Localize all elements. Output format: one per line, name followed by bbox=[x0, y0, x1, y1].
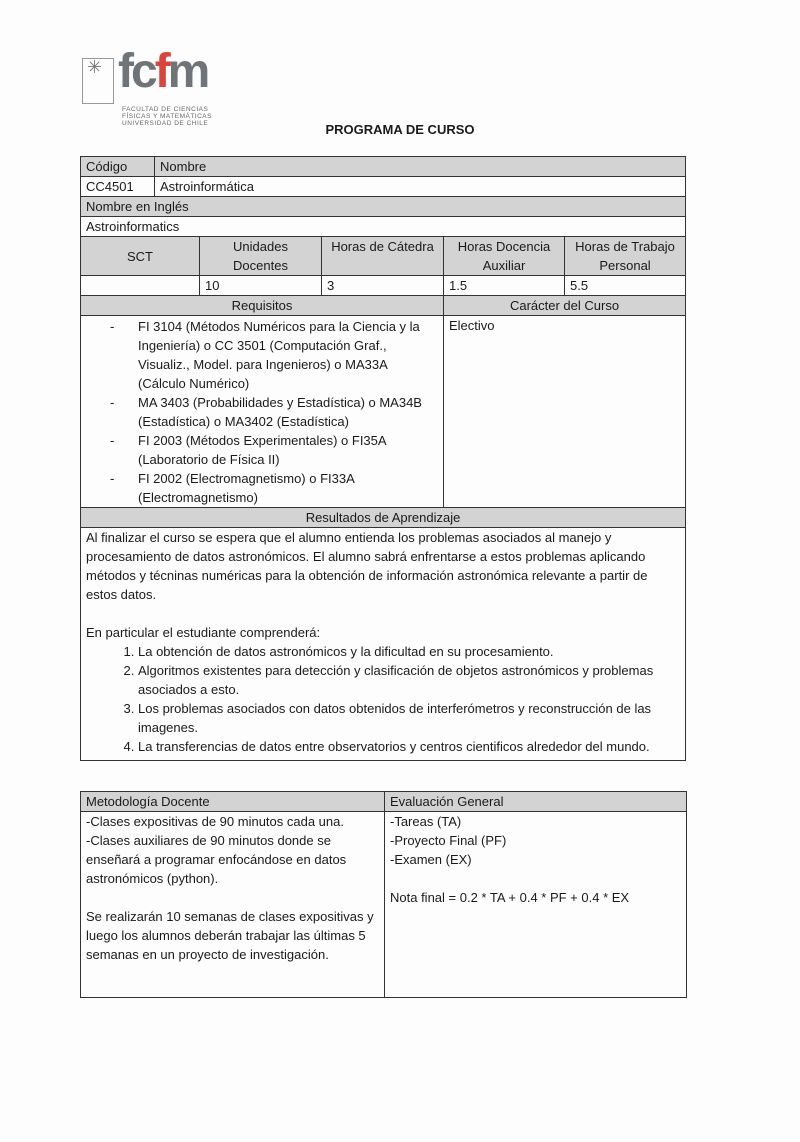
requisitos-header: Requisitos bbox=[81, 296, 444, 316]
metodologia-item: Se realizarán 10 semanas de clases expositivas y luego los alumnos deberán trabajar las últimas 5 semanas en un proyecto de investigación. bbox=[86, 909, 374, 962]
metodologia-cell bbox=[81, 812, 385, 998]
code-label: Código bbox=[81, 157, 155, 177]
english-name: Astroinformatics bbox=[81, 217, 686, 237]
lecture-hours-value: 3 bbox=[322, 276, 444, 296]
evaluacion-item: -Examen (EX) bbox=[390, 852, 472, 867]
resultados-header: Resultados de Aprendizaje bbox=[81, 508, 686, 528]
requisito-item: - FI 3104 (Métodos Numéricos para la Ciencia y la Ingeniería) o CC 3501 (Computación Graf., Visualiz., Model. para Ingenieros) o MA33A (Cálculo Numérico) bbox=[138, 317, 438, 393]
resultados-intro: Al finalizar el curso se espera que el alumno entienda los problemas asociados al manejo y procesamiento de datos astronómicos. El alumno sabrá enfrentarse a estos problemas aplicando métodos y técninas numéricas para la obtención de información astronómica relevante a partir de estos datos. bbox=[86, 530, 648, 602]
university-crest-icon: ✳ bbox=[82, 58, 114, 104]
caracter-value: Electivo bbox=[444, 316, 686, 508]
methodology-table bbox=[80, 791, 687, 998]
evaluacion-item: -Proyecto Final (PF) bbox=[390, 833, 507, 848]
resultado-item: 4. La transferencias de datos entre observatorios y centros cientificos alrededor del mundo. bbox=[138, 737, 680, 756]
resultado-item: 1. La obtención de datos astronómicos y la dificultad en su procesamiento. bbox=[138, 642, 680, 661]
fcfm-logo bbox=[82, 40, 222, 135]
logo-line: UNIVERSIDAD DE CHILE bbox=[122, 120, 209, 127]
logo-line: FACULTAD DE CIENCIAS bbox=[122, 106, 209, 113]
metodologia-item: -Clases expositivas de 90 minutos cada una. bbox=[86, 814, 344, 829]
units-value: 10 bbox=[200, 276, 322, 296]
personal-hours-header: Horas de Trabajo Personal bbox=[565, 237, 686, 276]
logo-wordmark: fcfm bbox=[118, 45, 208, 98]
nota-final-formula: Nota final = 0.2 * TA + 0.4 * PF + 0.4 * EX bbox=[390, 890, 630, 905]
course-table bbox=[80, 156, 686, 761]
course-name: Astroinformática bbox=[155, 177, 686, 197]
aux-hours-value: 1.5 bbox=[444, 276, 565, 296]
aux-hours-header: Horas Docencia Auxiliar bbox=[444, 237, 565, 276]
units-header: Unidades Docentes bbox=[200, 237, 322, 276]
lecture-hours-header: Horas de Cátedra bbox=[322, 237, 444, 276]
resultado-item: 3. Los problemas asociados con datos obtenidos de interferómetros y reconstrucción de las imagenes. bbox=[138, 699, 680, 737]
page-title: PROGRAMA DE CURSO bbox=[325, 122, 475, 137]
logo-line: FÍSICAS Y MATEMÁTICAS bbox=[122, 113, 212, 120]
resultados-cell bbox=[81, 528, 686, 761]
resultados-lead: En particular el estudiante comprenderá: bbox=[86, 625, 321, 640]
evaluacion-cell bbox=[385, 812, 687, 998]
requisitos-cell bbox=[81, 316, 444, 508]
requisito-item: - FI 2002 (Electromagnetismo) o FI33A (Electromagnetismo) bbox=[138, 469, 438, 507]
personal-hours-value: 5.5 bbox=[565, 276, 686, 296]
metodologia-header: Metodología Docente bbox=[81, 792, 385, 812]
evaluacion-item: -Tareas (TA) bbox=[390, 814, 462, 829]
sct-value bbox=[81, 276, 200, 296]
requisito-item: - FI 2003 (Métodos Experimentales) o FI35A (Laboratorio de Física II) bbox=[138, 431, 438, 469]
caracter-header: Carácter del Curso bbox=[444, 296, 686, 316]
sct-header: SCT bbox=[81, 237, 200, 276]
course-code: CC4501 bbox=[81, 177, 155, 197]
name-label: Nombre bbox=[155, 157, 686, 177]
requisito-item: - MA 3403 (Probabilidades y Estadística) o MA34B (Estadística) o MA3402 (Estadística) bbox=[138, 393, 438, 431]
metodologia-item: -Clases auxiliares de 90 minutos donde se enseñará a programar enfocándose en datos astronómicos (python). bbox=[86, 833, 347, 886]
resultado-item: 2. Algoritmos existentes para detección y clasificación de objetos astronómicos y problemas asociados a esto. bbox=[138, 661, 680, 699]
evaluacion-header: Evaluación General bbox=[385, 792, 687, 812]
english-label: Nombre en Inglés bbox=[81, 197, 686, 217]
